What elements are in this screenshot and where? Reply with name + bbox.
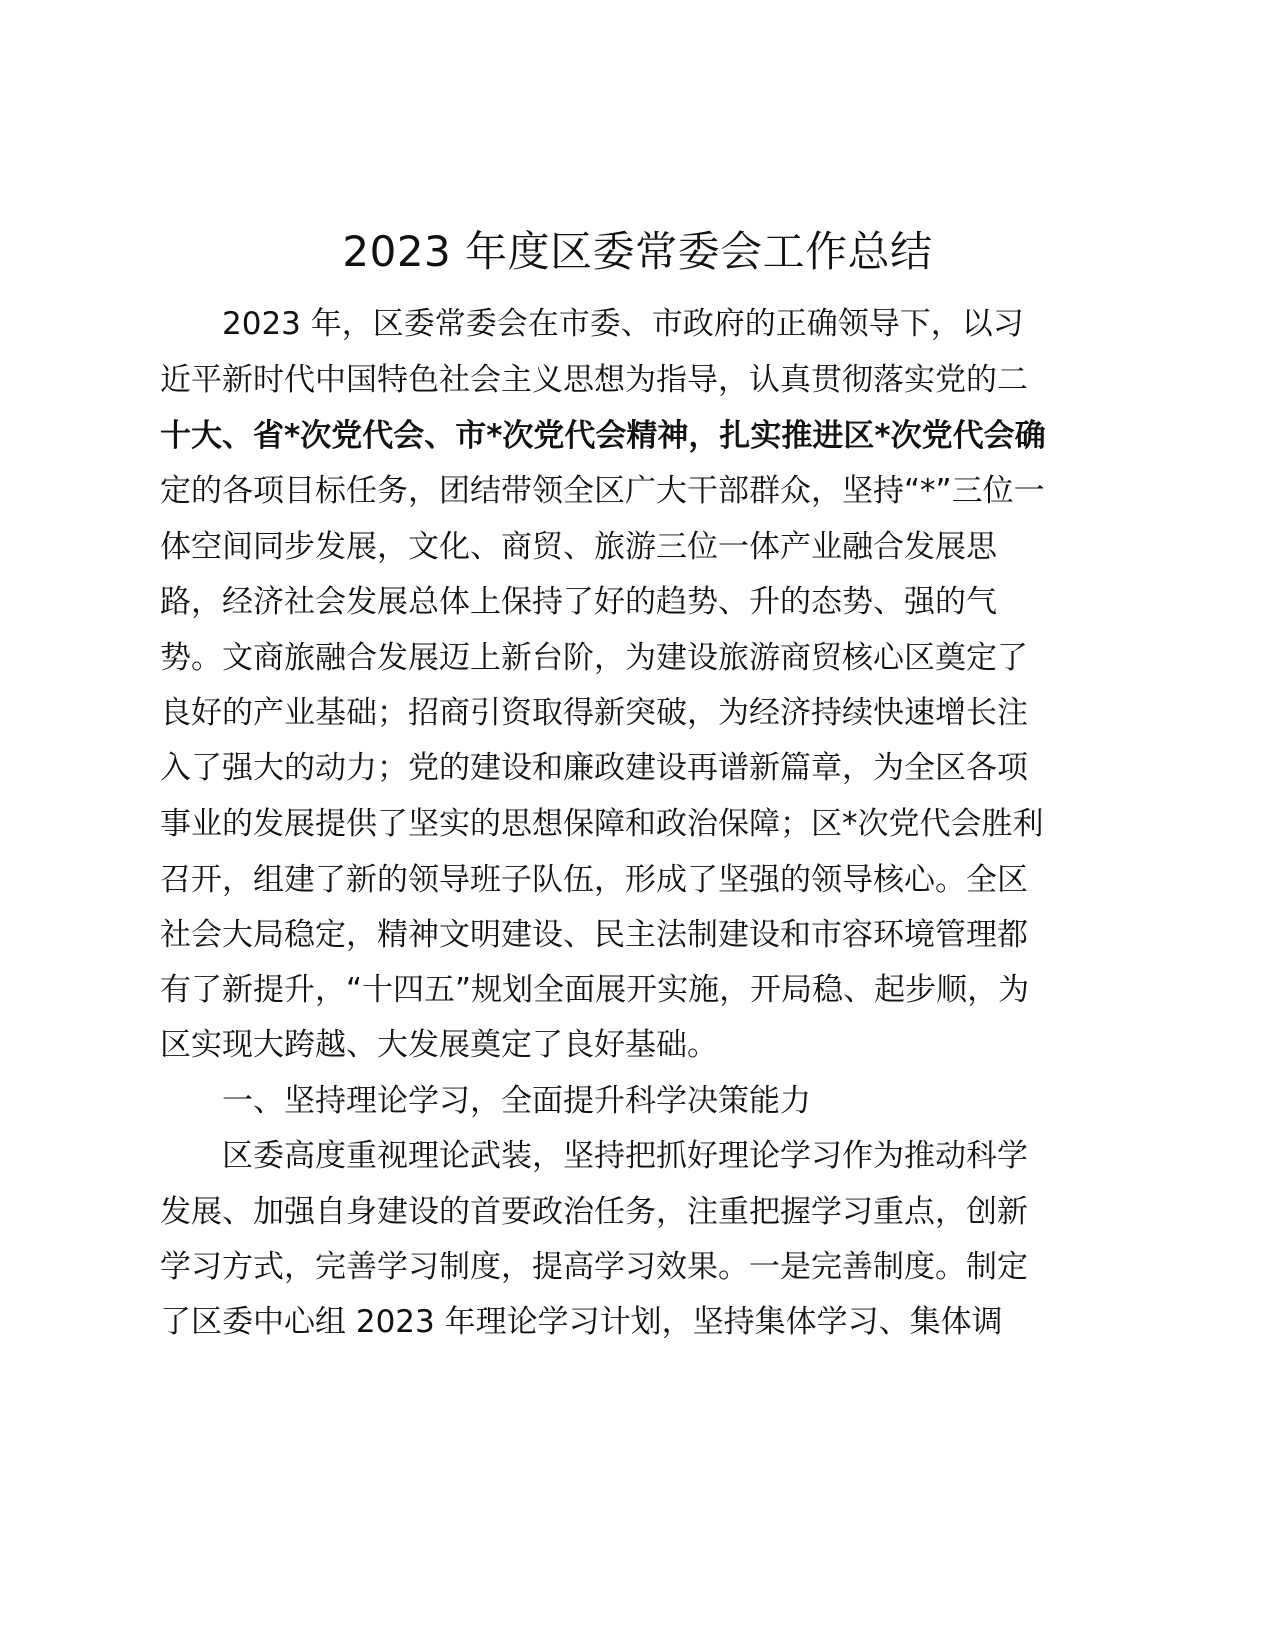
paragraph-line: 事业的发展提供了坚实的思想保障和政治保障；区*次党代会胜利 bbox=[160, 806, 1044, 842]
paragraph-line: 社会大局稳定，精神文明建设、民主法制建设和市容环境管理都 bbox=[160, 917, 1028, 953]
section-heading: 一、坚持理论学习，全面提升科学决策能力 bbox=[222, 1083, 811, 1119]
document-title: 2023 年度区委常委会工作总结 bbox=[342, 227, 933, 276]
paragraph-line: 区委高度重视理论武装，坚持把抓好理论学习作为推动科学 bbox=[222, 1138, 1028, 1174]
paragraph-line: 学习方式，完善学习制度，提高学习效果。一是完善制度。制定 bbox=[160, 1249, 1028, 1285]
paragraph-line: 2023 年，区委常委会在市委、市政府的正确领导下，以习 bbox=[222, 306, 1024, 342]
paragraph-line: 十大、省*次党代会、市*次党代会精神，扎实推进区*次党代会确 bbox=[160, 418, 1046, 454]
paragraph-line: 路，经济社会发展总体上保持了好的趋势、升的态势、强的气 bbox=[160, 584, 997, 620]
paragraph-line: 近平新时代中国特色社会主义思想为指导，认真贯彻落实党的二 bbox=[160, 362, 1028, 398]
paragraph-line: 区实现大跨越、大发展奠定了良好基础。 bbox=[160, 1027, 718, 1063]
paragraph-line: 体空间同步发展，文化、商贸、旅游三位一体产业融合发展思 bbox=[160, 529, 997, 565]
paragraph-line: 良好的产业基础；招商引资取得新突破，为经济持续快速增长注 bbox=[160, 695, 1028, 731]
paragraph-line: 了区委中心组 2023 年理论学习计划，坚持集体学习、集体调 bbox=[160, 1304, 1003, 1340]
paragraph-line: 入了强大的动力；党的建设和廉政建设再谱新篇章，为全区各项 bbox=[160, 750, 1028, 786]
paragraph-line: 召开，组建了新的领导班子队伍，形成了坚强的领导核心。全区 bbox=[160, 862, 1028, 898]
paragraph-line: 有了新提升，“十四五”规划全面展开实施，开局稳、起步顺，为 bbox=[160, 972, 1030, 1008]
paragraph-line: 势。文商旅融合发展迈上新台阶，为建设旅游商贸核心区奠定了 bbox=[160, 640, 1028, 676]
paragraph-line: 定的各项目标任务，团结带领全区广大干部群众，坚持“*”三位一 bbox=[160, 473, 1045, 509]
paragraph-line: 发展、加强自身建设的首要政治任务，注重把握学习重点，创新 bbox=[160, 1194, 1028, 1230]
